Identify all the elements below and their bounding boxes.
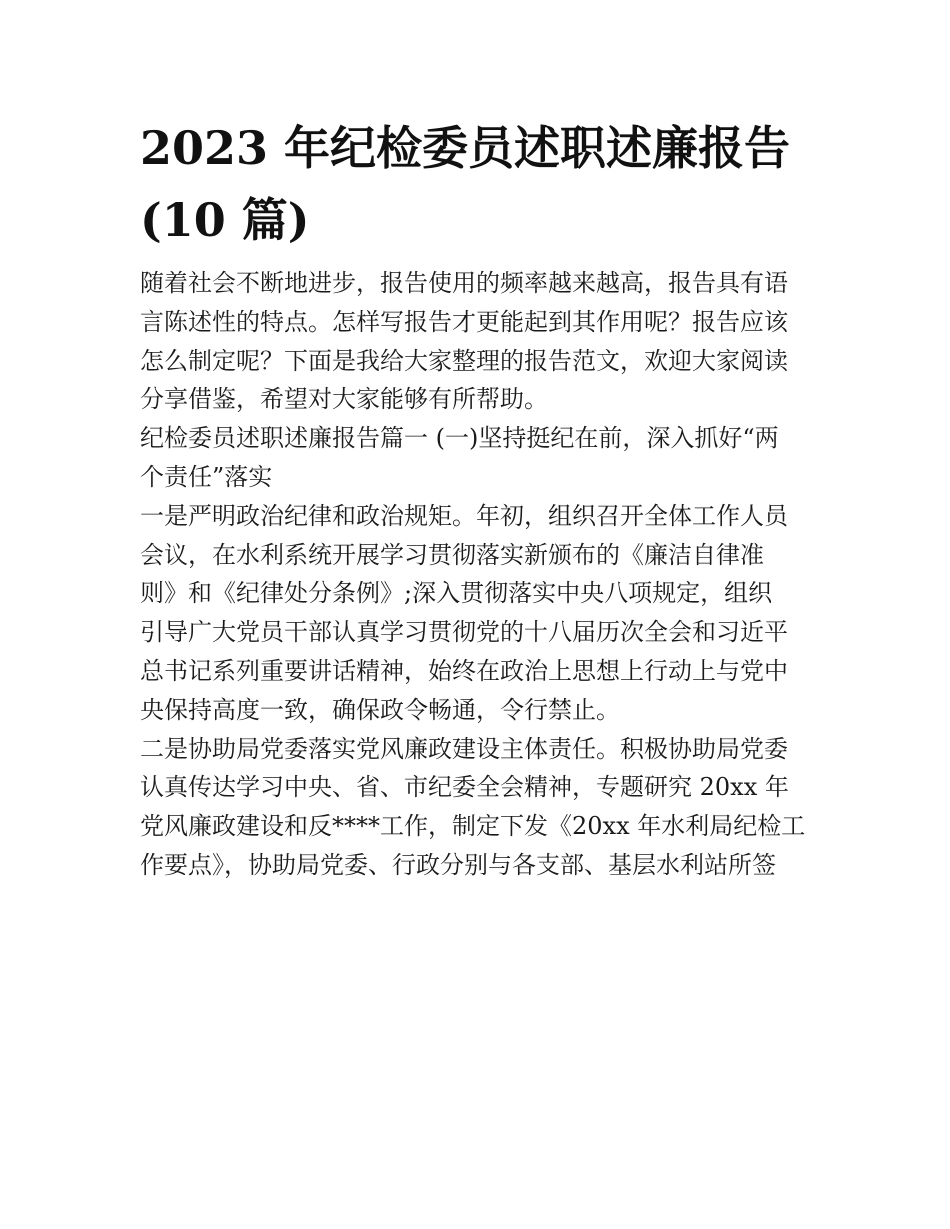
paragraph-intro [140,264,812,419]
document-title [140,112,812,256]
document-content [140,112,812,885]
document-body [140,264,812,885]
text-line: 纪检委员述职述廉报告篇一 (一)坚持挺纪在前，深入抓好“两 [140,424,779,453]
text-line: 分享借鉴，希望对大家能够有所帮助。 [140,385,548,414]
text-line: 则》和《纪律处分条例》;深入贯彻落实中央八项规定，组织 [140,579,773,608]
paragraph-section-heading [140,419,812,497]
text-line: 总书记系列重要讲话精神，始终在政治上思想上行动上与党中 [140,656,788,685]
paragraph-political-discipline [140,497,812,730]
title-line: 2023 年纪检委员述职述廉报告 [140,121,791,175]
text-line: 随着社会不断地进步，报告使用的频率越来越高，报告具有语 [140,269,788,297]
text-line: 二是协助局党委落实党风廉政建设主体责任。积极协助局党委 [140,734,788,763]
text-line: 会议，在水利系统开展学习贯彻落实新颁布的《廉洁自律准 [140,540,764,569]
text-line: 怎么制定呢？下面是我给大家整理的报告范文，欢迎大家阅读 [140,346,788,375]
title-line: (10 篇) [140,193,310,247]
text-line: 央保持高度一致，确保政令畅通，令行禁止。 [140,695,620,724]
text-line: 引导广大党员干部认真学习贯彻党的十八届历次全会和习近平 [140,618,788,647]
text-line: 一是严明政治纪律和政治规矩。年初，组织召开全体工作人员 [140,501,788,530]
text-line: 认真传达学习中央、省、市纪委全会精神，专题研究 20xx 年 [140,773,789,802]
text-line: 个责任”落实 [140,462,273,491]
paragraph-main-responsibility [140,730,812,885]
text-line: 党风廉政建设和反****工作，制定下发《20xx 年水利局纪检工 [140,812,806,841]
text-line: 作要点》，协助局党委、行政分别与各支部、基层水利站所签 [140,850,776,879]
text-line: 言陈述性的特点。怎样写报告才更能起到其作用呢？报告应该 [140,307,788,336]
